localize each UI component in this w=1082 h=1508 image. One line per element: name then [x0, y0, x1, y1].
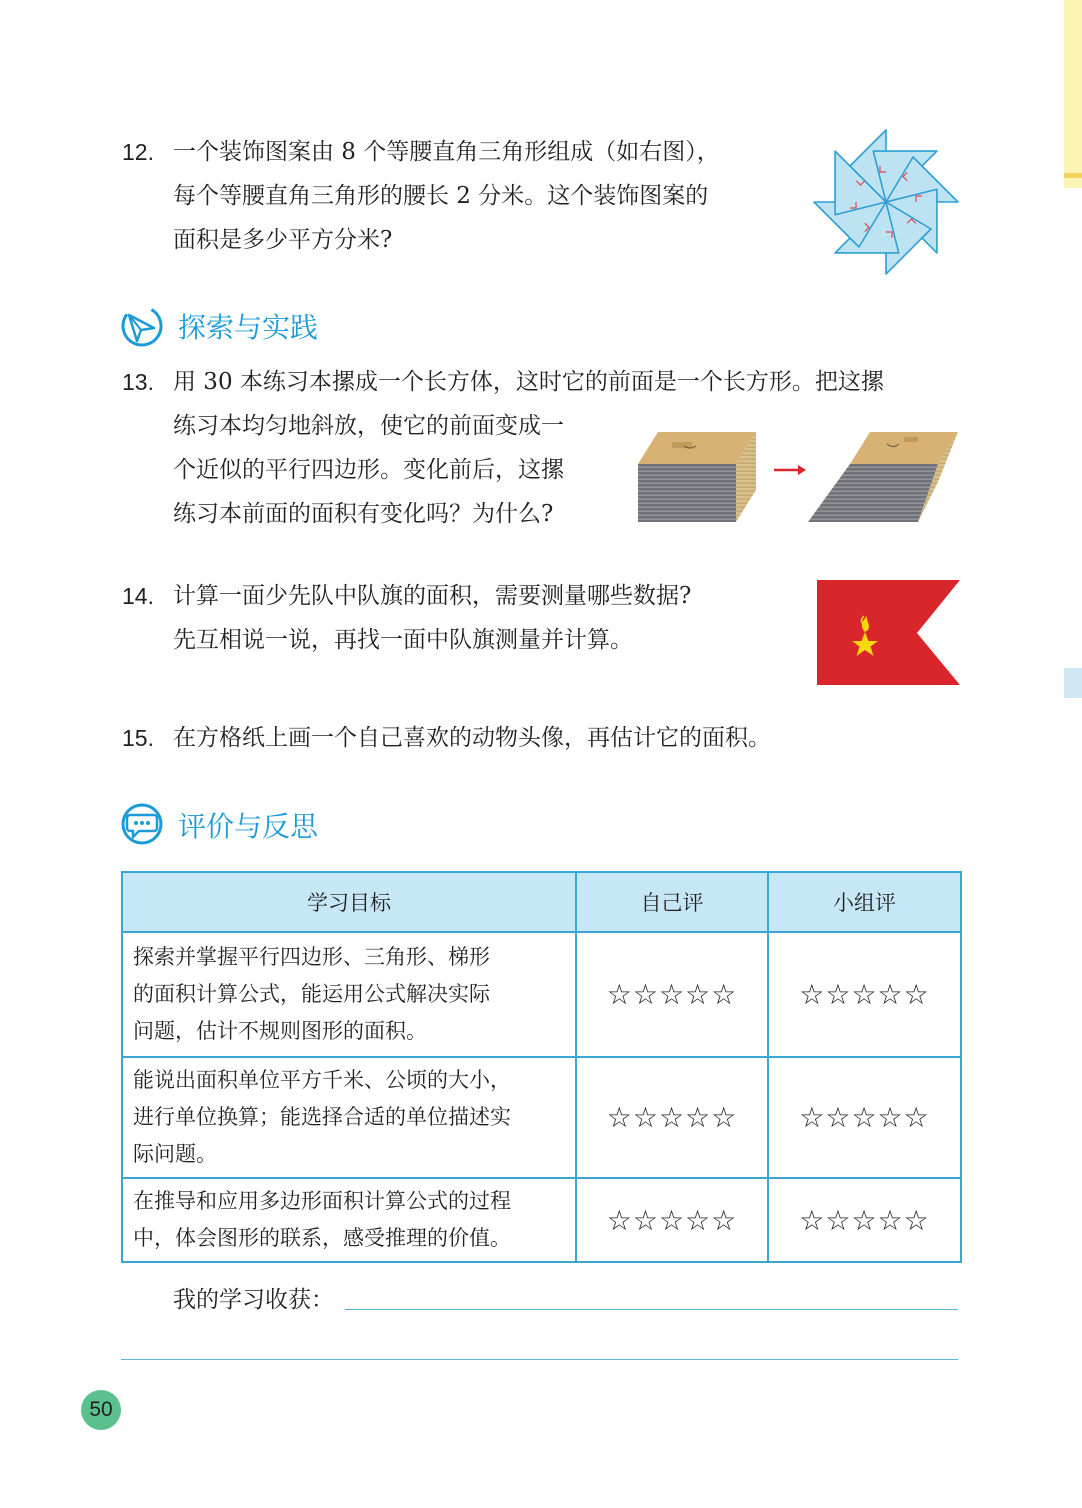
- self-rating-stars[interactable]: ☆☆☆☆☆: [576, 1057, 768, 1178]
- goal-line: 的面积计算公式，能运用公式解决实际: [133, 982, 490, 1006]
- question-line: 一个装饰图案由 8 个等腰直角三角形组成（如右图），: [173, 139, 720, 165]
- column-header-goal: 学习目标: [122, 872, 576, 932]
- column-header-group: 小组评: [768, 872, 961, 932]
- table-header-row: [122, 872, 961, 932]
- group-rating-stars[interactable]: ☆☆☆☆☆: [768, 1057, 961, 1178]
- column-header-self: 自己评: [576, 872, 768, 932]
- arrow-right-icon: [774, 465, 806, 475]
- group-rating-stars[interactable]: ☆☆☆☆☆: [768, 1178, 961, 1262]
- goal-line: 问题，估计不规则图形的面积。: [133, 1019, 427, 1043]
- table-row: [122, 932, 961, 1057]
- learning-harvest-label: 我的学习收获：: [173, 1287, 334, 1313]
- table-row: [122, 1057, 961, 1178]
- question-number: 12.: [122, 139, 154, 165]
- evaluation-table: [121, 871, 962, 1263]
- goal-line: 探索并掌握平行四边形、三角形、梯形: [133, 945, 490, 969]
- edge-tab-blue: [1064, 668, 1082, 698]
- goal-cell: [122, 932, 576, 1057]
- self-rating-stars[interactable]: ☆☆☆☆☆: [576, 1178, 768, 1262]
- notebook-stack-cuboid: [638, 432, 756, 522]
- group-rating-stars[interactable]: ☆☆☆☆☆: [768, 932, 961, 1057]
- question-line: 在方格纸上画一个自己喜欢的动物头像，再估计它的面积。: [173, 725, 771, 751]
- question-number: 15.: [122, 725, 154, 751]
- question-line: 每个等腰直角三角形的腰长 2 分米。这个装饰图案的: [173, 183, 709, 209]
- question-line: 计算一面少先队中队旗的面积，需要测量哪些数据?: [173, 583, 692, 609]
- section-title: 探索与实践: [178, 311, 319, 344]
- question-line: 面积是多少平方分米?: [173, 227, 393, 253]
- page-number-badge: 50: [81, 1390, 121, 1430]
- goal-line: 进行单位换算；能选择合适的单位描述实: [133, 1105, 511, 1129]
- section-title: 评价与反思: [178, 810, 319, 843]
- question-line: 先互相说一说，再找一面中队旗测量并计算。: [173, 627, 633, 653]
- question-line: 个近似的平行四边形。变化前后，这摞: [173, 457, 564, 483]
- edge-tab-yellow-mark: [1064, 173, 1082, 178]
- question-15: [122, 716, 922, 760]
- goal-cell: [122, 1057, 576, 1178]
- table-row: [122, 1178, 961, 1262]
- notebook-stack-figure: [632, 424, 962, 528]
- notebook-stack-slanted: [808, 432, 958, 522]
- paper-plane-icon: [120, 304, 164, 348]
- pinwheel-figure: [808, 124, 964, 280]
- speech-bubble-icon: [120, 803, 164, 847]
- self-rating-stars[interactable]: ☆☆☆☆☆: [576, 932, 768, 1057]
- goal-cell: [122, 1178, 576, 1262]
- goal-line: 能说出面积单位平方千米、公顷的大小，: [133, 1068, 511, 1092]
- question-14: [122, 574, 802, 664]
- section-header-evaluate: [120, 803, 318, 847]
- question-line: 用 30 本练习本摞成一个长方体，这时它的前面是一个长方形。把这摞: [173, 369, 884, 395]
- edge-tab-yellow: [1064, 0, 1082, 188]
- question-line: 练习本前面的面积有变化吗？为什么?: [173, 501, 554, 527]
- squadron-flag-figure: [817, 580, 961, 686]
- question-12: [122, 130, 802, 270]
- goal-line: 中，体会图形的联系，感受推理的价值。: [133, 1226, 511, 1250]
- goal-line: 际问题。: [133, 1142, 217, 1166]
- question-number: 14.: [122, 583, 154, 609]
- goal-line: 在推导和应用多边形面积计算公式的过程: [133, 1189, 511, 1213]
- harvest-answer-line[interactable]: [121, 1359, 958, 1360]
- section-header-explore: [120, 304, 318, 348]
- question-number: 13.: [122, 369, 154, 395]
- question-line: 练习本均匀地斜放，使它的前面变成一: [173, 413, 564, 439]
- harvest-answer-line[interactable]: [345, 1309, 958, 1310]
